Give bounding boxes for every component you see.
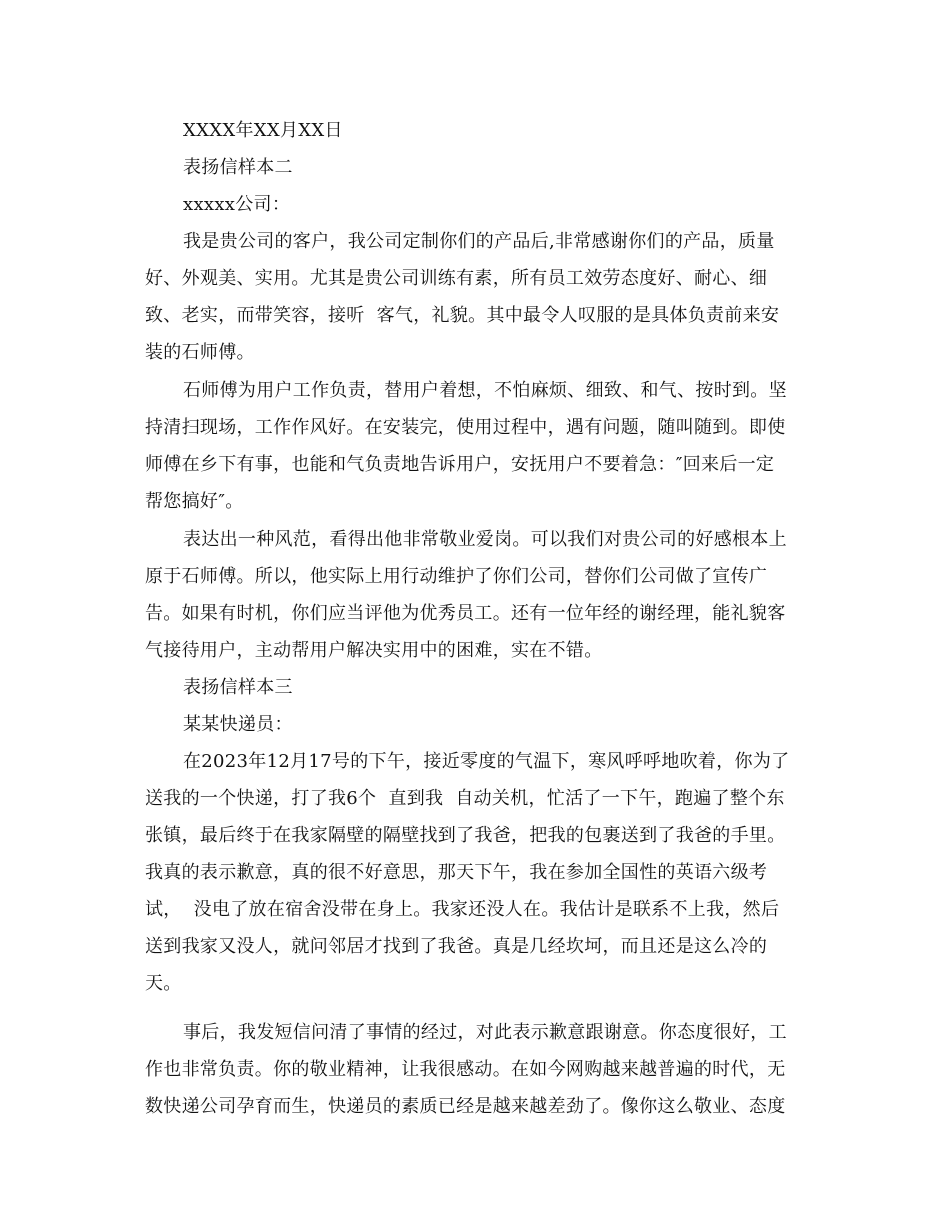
- section-heading-sample-three: 表扬信样本三: [183, 677, 293, 698]
- paragraph-line: 我真的表示歉意，真的很不好意思，那天下午，我在参加全国性的英语六级考: [145, 862, 768, 883]
- salutation-company: xxxxx公司：: [183, 194, 291, 215]
- paragraph-line: 气接待用户，主动帮用户解决实用中的困难，实在不错。: [145, 640, 603, 661]
- paragraph-line: 致、老实，而带笑容，接听 客气，礼貌。其中最令人叹服的是具体负责前来安: [145, 305, 780, 326]
- paragraph-line: 送到我家又没人，就问邻居才找到了我爸。真是几经坎坷，而且还是这么冷的: [145, 936, 768, 957]
- paragraph-line: 装的石师傅。: [145, 342, 255, 363]
- paragraph-line: 事后，我发短信问清了事情的经过，对此表示歉意跟谢意。你态度很好，工: [183, 1022, 787, 1043]
- paragraph-line: 在2023年12月17号的下午，接近零度的气温下，寒风呼呼地吹着，你为了: [183, 751, 790, 772]
- paragraph-line: 我是贵公司的客户，我公司定制你们的产品后,非常感谢你们的产品，质量: [183, 231, 775, 252]
- paragraph-line: 原于石师傅。所以，他实际上用行动维护了你们公司，替你们公司做了宣传广: [145, 566, 768, 587]
- paragraph-line: 天。: [145, 973, 182, 994]
- paragraph-line: 张镇，最后终于在我家隔壁的隔壁找到了我爸，把我的包裹送到了我爸的手里。: [145, 825, 786, 846]
- paragraph-line: 师傅在乡下有事，也能和气负责地告诉用户，安抚用户不要着急：″回来后一定: [145, 454, 775, 475]
- paragraph-line: 好、外观美、实用。尤其是贵公司训练有素，所有员工效劳态度好、耐心、细: [145, 268, 768, 289]
- salutation-courier: 某某快递员：: [183, 714, 293, 735]
- paragraph-line: 帮您搞好″。: [145, 491, 244, 512]
- date-line: XXXX年XX月XX日: [183, 120, 343, 141]
- paragraph-line: 告。如果有时机，你们应当评他为优秀员工。还有一位年经的谢经理，能礼貌客: [145, 603, 786, 624]
- paragraph-line: 石师傅为用户工作负责，替用户着想，不怕麻烦、细致、和气、按时到。坚: [183, 380, 787, 401]
- paragraph-line: 试， 没电了放在宿舍没带在身上。我家还没人在。我估计是联系不上我，然后: [145, 899, 780, 920]
- paragraph-line: 数快递公司孕育而生，快递员的素质已经是越来越差劲了。像你这么敬业、态度: [145, 1096, 786, 1117]
- paragraph-line: 作也非常负责。你的敬业精神，让我很感动。在如今网购越来越普遍的时代，无: [145, 1059, 786, 1080]
- paragraph-line: 持清扫现场，工作作风好。在安装完，使用过程中，遇有问题，随叫随到。即使: [145, 417, 786, 438]
- section-heading-sample-two: 表扬信样本二: [183, 157, 293, 178]
- paragraph-line: 表达出一种风范，看得出他非常敬业爱岗。可以我们对贵公司的好感根本上: [183, 529, 787, 550]
- paragraph-line: 送我的一个快递，打了我6个 直到我 自动关机，忙活了一下午，跑遍了整个东: [145, 788, 785, 809]
